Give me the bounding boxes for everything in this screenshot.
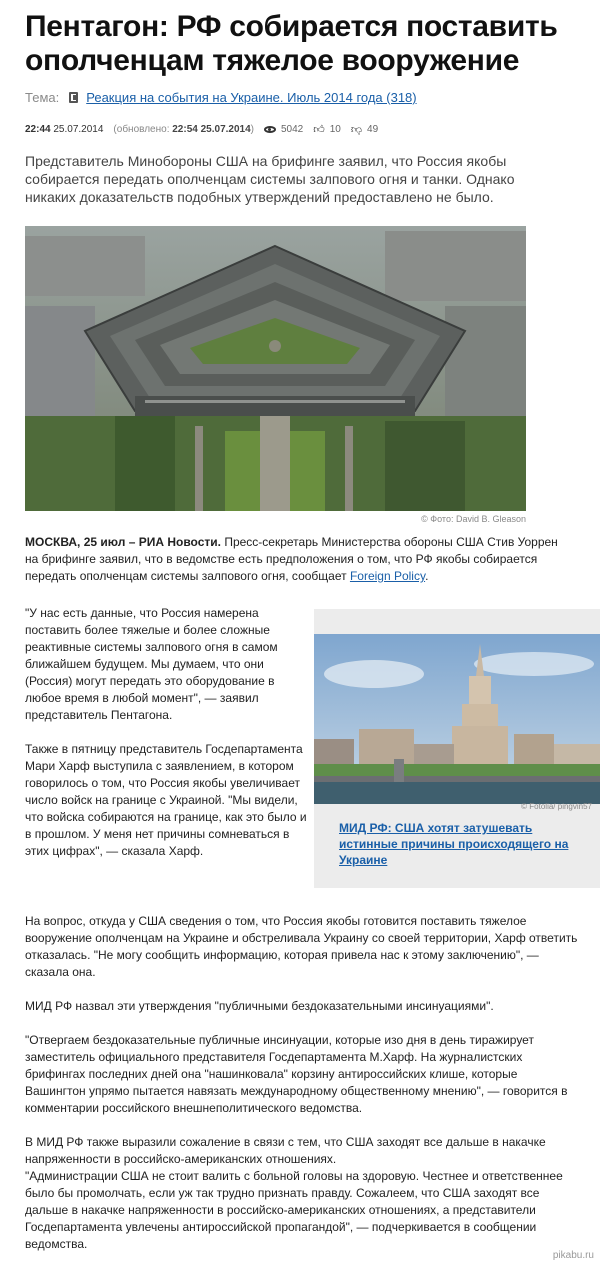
article-lead: Представитель Минобороны США на брифинге заявил, что Россия якобы собирается передать ополченцам системы залпового огня и танки. Однако никаких доказательств подобных утверждений предоставлено не было. (25, 153, 515, 205)
article-body (25, 913, 580, 1253)
publish-date: 25.07.2014 (53, 124, 104, 135)
thumbs-down-icon[interactable]: 👎︎ (350, 124, 363, 136)
related-article-box (314, 609, 600, 888)
dislikes-count: 49 (367, 124, 379, 135)
publish-time: 22:44 (25, 124, 51, 135)
p1-end: . (425, 569, 429, 583)
related-article-link[interactable]: МИД РФ: США хотят затушевать истинные причины происходящего на Украине (339, 821, 569, 867)
article-paragraph-6b: "Администрации США не стоит валить с больной головы на здоровую. Честнее и ответственнее было бы промолчать, если уж так трудно признать правду. Сожалеем, что США заходят все дальше в накачке напряженности в российско-американских отношениях, а представители Госдепартамента увлечены антироссийской пропагандой", — подчеркивается в сообщении ведомства. (25, 1169, 563, 1251)
article-meta (25, 123, 378, 136)
updated-prefix: (обновлено: (113, 124, 170, 135)
book-icon (69, 92, 78, 103)
mid-building-photo (314, 634, 600, 804)
dateline: МОСКВА, 25 июл – РИА Новости. (25, 535, 221, 549)
article-paragraph-6 (25, 1134, 580, 1253)
foreign-policy-link[interactable]: Foreign Policy (349, 569, 426, 583)
likes-count: 10 (329, 124, 341, 135)
article-paragraph-5: "Отвергаем бездоказательные публичные инсинуации, которые изо дня в день тиражирует заместитель официального представителя Госдепартамента М.Харф. На журналистских брифингах последних дней она "нашинковала" корзину антироссийских клише, которые Вашингтон упрямо пытается навязать международному общественному мнению", — говорится в комментарии российского внешнеполитического ведомства. (25, 1033, 568, 1115)
article-paragraph-3: На вопрос, откуда у США сведения о том, что Россия якобы готовится поставить тяжелое вооружение ополченцам на Украине и обстреливала Украину со своей территории, Харф ответить отказалась. "Не могу сообщить информацию, которая привела нас к этому заключению", — сказала она. (25, 914, 578, 979)
theme-label: Тема: (25, 90, 60, 105)
eye-icon (264, 126, 276, 133)
thumbs-up-icon[interactable]: 👍︎ (313, 124, 325, 136)
p1-text: Пресс-секретарь Министерства обороны США Стив Уоррен на брифинге заявил, что в ведомстве есть предположения о том, что РФ якобы собирается передать ополченцам системы залпового огня, сообщает (25, 535, 558, 583)
article-paragraph-4: МИД РФ назвал эти утверждения "публичными бездоказательными инсинуациями". (25, 999, 494, 1013)
article-paragraph-1 (25, 534, 565, 585)
pentagon-photo (25, 226, 526, 511)
theme-link[interactable]: Реакция на события на Украине. Июль 2014 года (318) (86, 90, 417, 105)
updated-time: 22:54 25.07.2014 (172, 124, 251, 135)
updated-info (113, 124, 254, 135)
views-count: 5042 (281, 124, 304, 135)
left-column (25, 605, 310, 877)
quote-paragraph: "У нас есть данные, что Россия намерена поставить более тяжелые и более сложные реактивные системы залпового огня в самом ближайшем будущем. Мы думаем, что они (Россия) могут передать это оборудование в любое время в любой момент", — заявил представитель Пентагона. (25, 606, 278, 722)
article-title: Пентагон: РФ собирается поставить ополченцам тяжелое вооружение (25, 10, 558, 77)
pikabu-watermark: pikabu.ru (552, 1250, 594, 1261)
side-photo-credit: © Fotolia/ pingvin57 (521, 802, 592, 811)
harf-paragraph: Также в пятницу представитель Госдепартамента Мари Харф выступила с заявлением, в котором говорилось о том, что Россия якобы увеличивает число войск на границе с Украиной. "Мы видели, что войска собираются на границе, как это было и в прошлом. У меня нет причины сомневаться в этих цифрах", — сказала Харф. (25, 742, 307, 858)
photo-credit: © Фото: David B. Gleason (421, 514, 526, 524)
theme-row (25, 90, 417, 105)
article-paragraph-6a: В МИД РФ также выразили сожаление в связи с тем, что США заходят все дальше в накачке напряженности в российско-американских отношениях. (25, 1135, 546, 1166)
updated-suffix: ) (250, 124, 254, 135)
